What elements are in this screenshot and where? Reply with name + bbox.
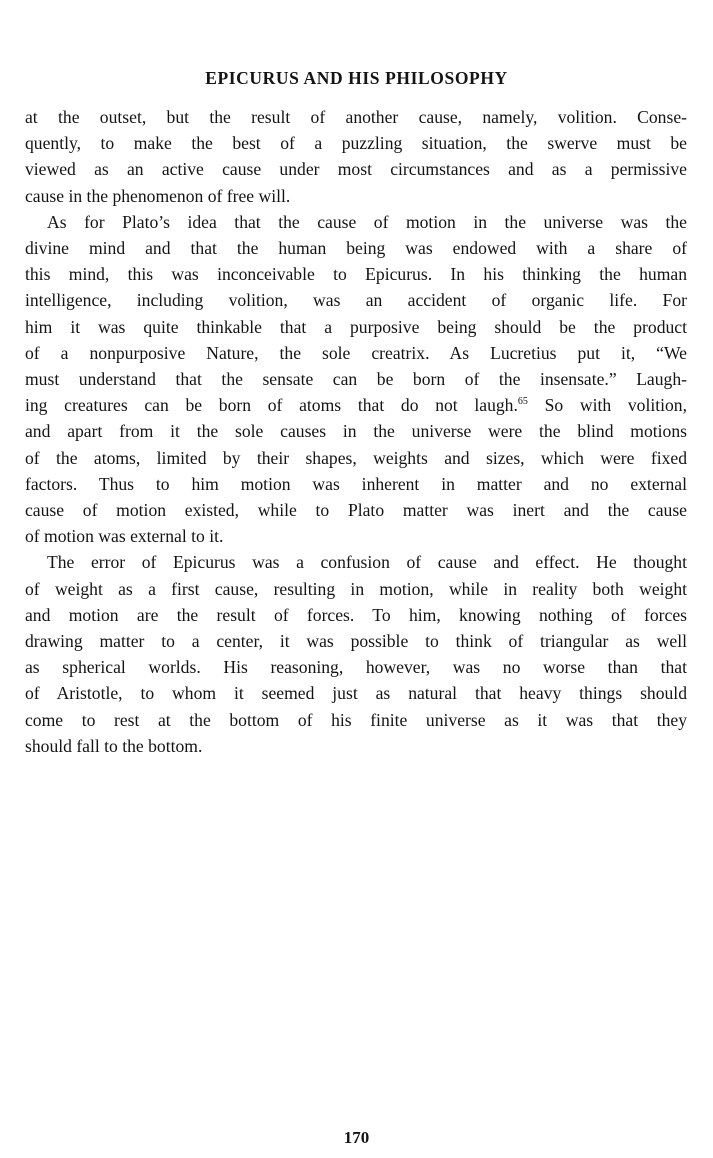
text-line: As for Plato’s idea that the cause of motion in the universe was the: [47, 211, 687, 232]
text-line: cause of motion existed, while to Plato matter was inert and the cause: [25, 500, 687, 521]
footnote-marker: 65: [517, 396, 528, 408]
paragraph-1: [25, 104, 687, 209]
text-line: The error of Epicurus was a confusion of cause and effect. He thought: [47, 552, 687, 573]
running-head: EPICURUS AND HIS PHILOSOPHY: [205, 68, 508, 88]
text-line: of Aristotle, to whom it seemed just as natural that heavy things should: [25, 683, 687, 704]
text-line: quently, to make the best of a puzzling situation, the swerve must be: [25, 133, 687, 154]
text-line: intelligence, including volition, was an accident of organic life. For: [25, 290, 687, 311]
body-text: [25, 104, 687, 759]
text-line: viewed as an active cause under most circumstances and as a permissive: [25, 159, 687, 180]
page-number: 170: [343, 1128, 370, 1147]
text-line: as spherical worlds. His reasoning, however, was no worse than that: [25, 657, 687, 678]
footnote-line-continuation: So with volition,: [527, 395, 687, 416]
paragraph-2: [25, 209, 687, 550]
text-line: cause in the phenomenon of free will.: [25, 185, 291, 206]
text-line: of the atoms, limited by their shapes, weights and sizes, which were fixed: [25, 447, 687, 468]
text-line: at the outset, but the result of another cause, namely, volition. Conse-: [25, 107, 687, 127]
paragraph-3: [25, 549, 687, 759]
text-line: should fall to the bottom.: [25, 735, 203, 756]
text-line-with-footnote: [25, 392, 687, 418]
text-line: of motion was external to it.: [25, 526, 224, 547]
text-line: and motion are the result of forces. To him, knowing nothing of forces: [25, 604, 687, 625]
text-line: divine mind and that the human being was endowed with a share of: [25, 238, 687, 259]
text-line: of weight as a first cause, resulting in motion, while in reality both weight: [25, 578, 687, 599]
text-line: drawing matter to a center, it was possible to think of triangular as well: [25, 631, 687, 652]
footnote-line-text: ing creatures can be born of atoms that do not laugh.: [25, 395, 518, 416]
text-line: come to rest at the bottom of his finite universe as it was that they: [25, 709, 687, 730]
text-line: him it was quite thinkable that a purposive being should be the product: [25, 316, 687, 337]
text-line: this mind, this was inconceivable to Epicurus. In his thinking the human: [25, 264, 687, 285]
text-line: and apart from it the sole causes in the universe were the blind motions: [25, 421, 687, 442]
text-line: factors. Thus to him motion was inherent in matter and no external: [25, 473, 687, 494]
text-line: of a nonpurposive Nature, the sole creatrix. As Lucretius put it, “We: [25, 342, 687, 363]
text-line: must understand that the sensate can be born of the insensate.” Laugh-: [25, 369, 687, 390]
